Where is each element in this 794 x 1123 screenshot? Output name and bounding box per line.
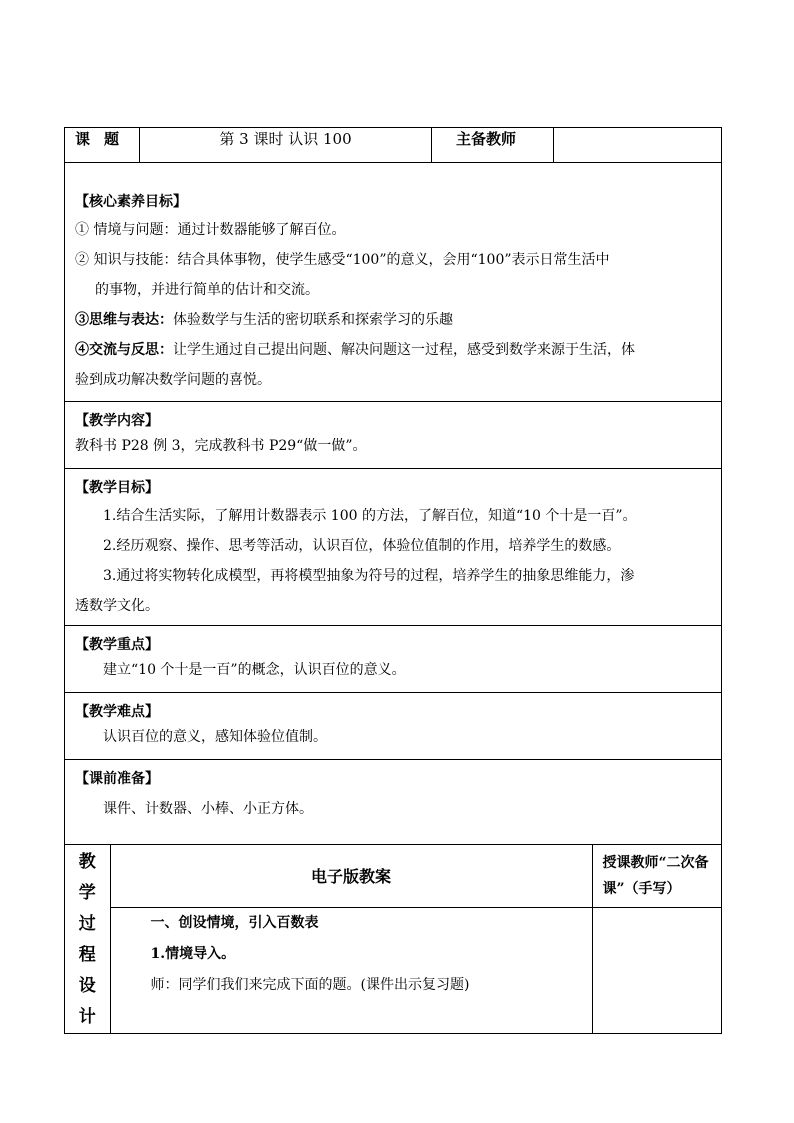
prep-row — [65, 760, 722, 845]
core-goal-3 — [75, 305, 713, 335]
second-prep-body[interactable] — [592, 907, 722, 1033]
core-goal-4b: 验到成功解决数学问题的喜悦。 — [75, 372, 271, 388]
process-table — [65, 845, 722, 1033]
goals-section — [65, 469, 722, 626]
lesson-title: 第 3 课时 认识 100 — [140, 128, 432, 163]
step-title: 一、创设情境，引入百数表 — [150, 914, 319, 931]
key-section — [65, 626, 722, 693]
process-char-5: 设 — [78, 976, 96, 996]
goal-1: 1.结合生活实际，了解用计数器表示 100 的方法，了解百位，知道“10 个十是一百”。 — [103, 508, 637, 524]
lead-teacher-label: 主备教师 — [432, 128, 554, 163]
process-row — [65, 845, 722, 1034]
process-char-6: 计 — [78, 1007, 96, 1027]
header-row — [65, 128, 722, 163]
electronic-plan-body — [110, 907, 592, 1033]
goals-title: 【教学目标】 — [75, 480, 159, 496]
process-char-1: 教 — [78, 852, 96, 872]
goal-3b: 透数学文化。 — [75, 598, 159, 614]
process-char-3: 过 — [78, 914, 96, 934]
difficulty-text: 认识百位的意义，感知体验位值制。 — [103, 729, 327, 745]
topic-label: 课题 — [65, 128, 140, 163]
key-row — [65, 626, 722, 693]
lesson-plan-document — [64, 127, 721, 1034]
core-goal-4 — [75, 335, 713, 365]
difficulty-row — [65, 693, 722, 760]
core-goals-title: 【核心素养目标】 — [75, 194, 187, 210]
core-goal-1: ① 情境与问题：通过计数器能够了解百位。 — [75, 222, 346, 238]
prep-title: 【课前准备】 — [75, 771, 159, 787]
content-row — [65, 402, 722, 469]
core-goal-3-lead: ③思维与表达： — [75, 312, 173, 328]
content-section — [65, 402, 722, 469]
step-text: 师：同学们我们来完成下面的题。(课件出示复习题) — [150, 976, 470, 993]
lesson-plan-table — [64, 127, 722, 1034]
core-goals-section — [65, 163, 722, 402]
goal-2: 2.经历观察、操作、思考等活动，认识百位，体验位值制的作用，培养学生的数感。 — [103, 538, 621, 554]
goals-row — [65, 469, 722, 626]
core-goal-3-text: 体验数学与生活的密切联系和探索学习的乐趣 — [173, 312, 453, 328]
core-goal-2a: ② 知识与技能：结合具体事物，使学生感受“100”的意义，会用“100”表示日常生活中 — [75, 252, 610, 268]
lead-teacher-value[interactable] — [554, 128, 722, 163]
content-text: 教科书 P28 例 3，完成教科书 P29“做一做”。 — [75, 438, 367, 454]
content-title: 【教学内容】 — [75, 413, 159, 429]
difficulty-section — [65, 693, 722, 760]
key-text: 建立“10 个十是一百”的概念，认识百位的意义。 — [103, 662, 406, 678]
goal-3a: 3.通过将实物转化成模型，再将模型抽象为符号的过程，培养学生的抽象思维能力，渗 — [103, 568, 635, 584]
difficulty-title: 【教学难点】 — [75, 704, 159, 720]
process-char-4: 程 — [78, 945, 96, 965]
core-goal-2b: 的事物，并进行简单的估计和交流。 — [95, 282, 319, 298]
process-side-label — [65, 845, 110, 1033]
process-section — [65, 845, 722, 1034]
core-goal-4-text-a: 让学生通过自己提出问题、解决问题这一过程，感受到数学来源于生活，体 — [173, 342, 635, 358]
process-char-2: 学 — [78, 883, 96, 903]
core-goal-4-lead: ④交流与反思： — [75, 342, 173, 358]
electronic-plan-header: 电子版教案 — [110, 845, 592, 907]
second-prep-header: 授课教师“二次备课”（手写） — [592, 845, 722, 907]
core-goals-row — [65, 163, 722, 402]
key-title: 【教学重点】 — [75, 637, 159, 653]
prep-section — [65, 760, 722, 845]
step-sub: 1.情境导入。 — [150, 945, 236, 962]
prep-text: 课件、计数器、小棒、小正方体。 — [103, 801, 313, 817]
